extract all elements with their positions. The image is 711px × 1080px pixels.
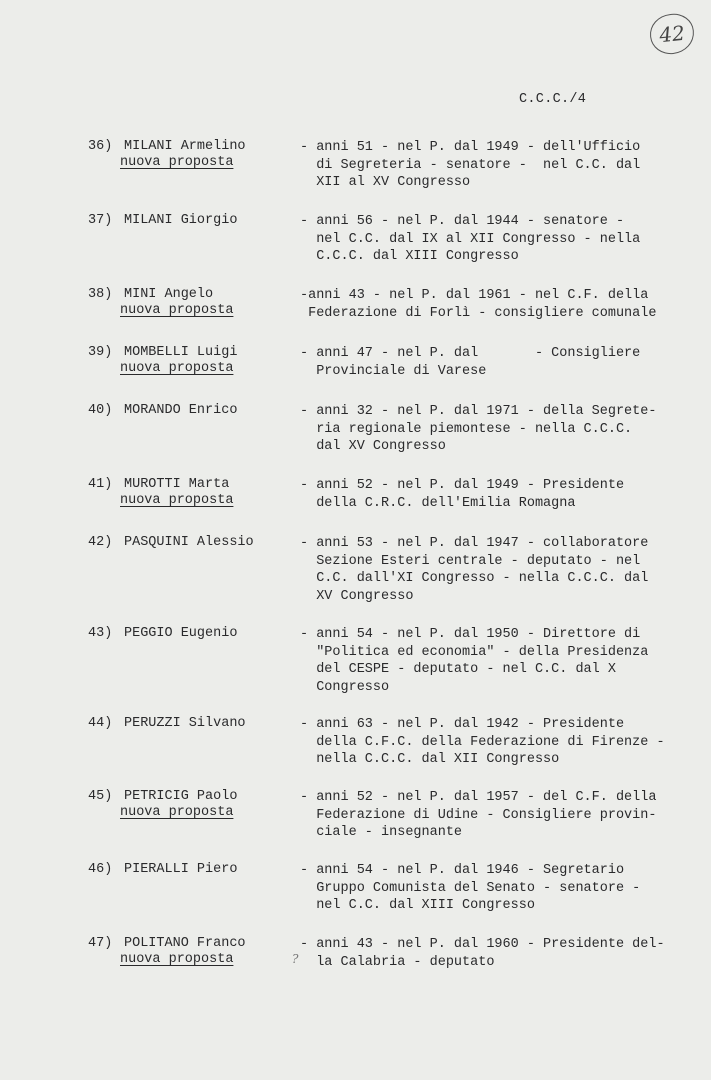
entry-description: - anni 52 - nel P. dal 1949 - Presidente della C.R.C. dell'Emilia Romagna — [300, 478, 625, 511]
entry-name: MILANI Giorgio — [124, 213, 238, 228]
entry-number: 41) — [88, 477, 113, 492]
entry-proposal: nuova proposta — [120, 303, 234, 318]
entry-description: - anni 54 - nel P. dal 1946 - Segretario Gruppo Comunista del Senato - senatore - nel C.C. dal XIII Congresso — [300, 863, 641, 913]
entry-description: - anni 56 - nel P. dal 1944 - senatore - nel C.C. dal IX al XII Congresso - nella C.C.C. dal XIII Congresso — [300, 214, 641, 264]
entry-name: MORANDO Enrico — [124, 403, 238, 418]
entry-description: - anni 51 - nel P. dal 1949 - dell'Ufficio di Segreteria - senatore - nel C.C. dal XII al XV Congresso — [300, 140, 641, 190]
entry-proposal: nuova proposta — [120, 805, 234, 820]
entry-number: 44) — [88, 716, 113, 731]
entry-name: MUROTTI Marta — [124, 477, 230, 492]
entry-description: -anni 43 - nel P. dal 1961 - nel C.F. della Federazione di Forlì - consigliere comunale — [300, 288, 657, 321]
entry-name: PETRICIG Paolo — [124, 789, 238, 804]
entry-number: 37) — [88, 213, 113, 228]
entry-name: PEGGIO Eugenio — [124, 626, 238, 641]
entry-name: MOMBELLI Luigi — [124, 345, 238, 360]
entry-number: 47) — [88, 936, 113, 951]
entry-description: - anni 47 - nel P. dal - Consigliere Provinciale di Varese — [300, 346, 641, 379]
entry-number: 40) — [88, 403, 113, 418]
handwritten-margin-mark: ? — [292, 952, 299, 966]
entry-name: PIERALLI Piero — [124, 862, 238, 877]
entry-name: MINI Angelo — [124, 287, 214, 302]
entry-proposal: nuova proposta — [120, 952, 234, 967]
entry-proposal: nuova proposta — [120, 361, 234, 376]
entry-description: - anni 32 - nel P. dal 1971 - della Segrete- ria regionale piemontese - nella C.C.C. dal XV Congresso — [300, 404, 657, 454]
entry-number: 43) — [88, 626, 113, 641]
document-reference: C.C.C./4 — [519, 92, 587, 107]
entry-description: - anni 43 - nel P. dal 1960 - Presidente del- la Calabria - deputato — [300, 937, 665, 970]
entry-description: - anni 63 - nel P. dal 1942 - Presidente della C.F.C. della Federazione di Firenze - nella C.C.C. dal XII Congresso — [300, 717, 665, 767]
entry-name: PERUZZI Silvano — [124, 716, 246, 731]
entry-proposal: nuova proposta — [120, 155, 234, 170]
entry-name: PASQUINI Alessio — [124, 535, 254, 550]
entry-number: 36) — [88, 139, 113, 154]
entry-description: - anni 53 - nel P. dal 1947 - collaboratore Sezione Esteri centrale - deputato - nel C.C. dall'XI Congresso - nella C.C.C. dal XV Congresso — [300, 536, 649, 604]
entry-number: 42) — [88, 535, 113, 550]
entry-number: 46) — [88, 862, 113, 877]
entry-description: - anni 54 - nel P. dal 1950 - Direttore di "Politica ed economia" - della Presidenza del CESPE - deputato - nel C.C. dal X Congresso — [300, 627, 649, 695]
entry-number: 45) — [88, 789, 113, 804]
entry-number: 38) — [88, 287, 113, 302]
entry-name: MILANI Armelino — [124, 139, 246, 154]
entry-name: POLITANO Franco — [124, 936, 246, 951]
entry-number: 39) — [88, 345, 113, 360]
entry-description: - anni 52 - nel P. dal 1957 - del C.F. della Federazione di Udine - Consigliere provin- ciale - insegnante — [300, 790, 657, 840]
entry-proposal: nuova proposta — [120, 493, 234, 508]
page-number: 42 — [648, 12, 696, 56]
